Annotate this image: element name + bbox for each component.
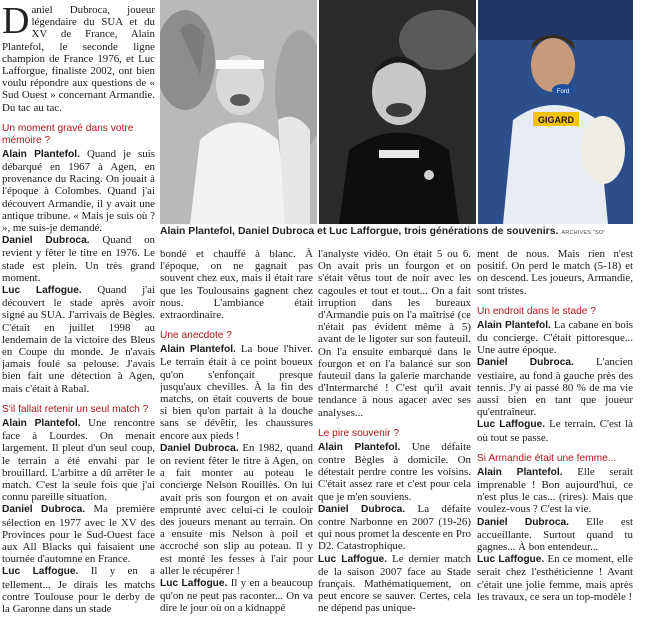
drop-cap: D [2,4,30,42]
answer-paragraph [2,284,155,395]
answer-text: Ma première sélection en 1977 avec le XV des Provinces pour le Sud-Ouest face aux All Blacks qui faisaient une tournée d'automne en France. [2,503,155,566]
answer-text: La cabane en bois du concierge. C'était pittoresque... Une autre époque. [477,318,633,357]
column-1-content [2,123,155,615]
answer-text: Il y en a tellement... Je dirais les matchs contre Toulouse pour le derby de la Garonne dans un stade [2,565,155,615]
answer-text: L'ancien vestiaire, au fond à gauche près des tennis. J'y ai passé 80 % de ma vie aussi bien en tant que joueur qu'entraîneur. [477,356,633,419]
answer-text: Il y en a beaucoup qu'on ne peut pas raconter... On va dire le jour où on a kidnappé [160,577,313,615]
answer-paragraph [2,503,155,565]
question-heading: Un moment gravé dans votre mémoire ? [2,122,134,146]
photo-strip [160,0,633,224]
answer-text: En 1982, quand on revient fêter le titre à Agen, on a fait monter au poteau le concierge Nelson Rouillès. On lui avait pris son fourgon et on avait emprunté avec celui-ci le couloir des joueurs menant au terrain. On a ensuite mis Nelson à poil et accroché son slip au poteau. Il y est monté les fesses à l'air pour aller le récupérer ! [160,441,313,577]
column-2-content [160,248,313,615]
answer-text: Quand j'ai découvert le stade après avoir signé au SUA. J'arrivais de Bègles. C'était en juillet 1998 au lendemain de la victoire des Bleus en Coupe du monde. Je n'avais jamais foulé sa pelouse. J'avais bien fait une détection à Agen, mais c'était à Rabal. [2,284,155,395]
answer-paragraph [2,565,155,615]
answer-text: Elle est accueillante. Surtout quand tu gagnes... À bon entendeur... [477,515,633,554]
answer-paragraph [477,356,633,418]
answer-text: Le dernier match de la saison 2007 face au Stade français. Mathématiquement, on peut encore se sauver. Certes, cela ne dépend pas unique- [318,552,471,615]
speaker-name: Daniel Dubroca. [2,504,86,516]
answer-paragraph [2,417,155,503]
question-heading: Le pire souvenir ? [318,427,399,439]
speaker-name: Alain Plantefol. [477,319,551,331]
speaker-name: Alain Plantefol. [160,344,236,356]
answer-paragraph [318,553,471,615]
column-3-content [318,248,471,615]
answer-paragraph [477,466,633,516]
article-column-4 [477,248,633,621]
answer-paragraph [477,418,633,443]
answer-text: La défaite contre Narbonne en 2007 (19-26) qui nous promet la descente en Pro D2. Catastrophique. [318,502,471,553]
caption-text: Alain Plantefol, Daniel Dubroca et Luc Lafforgue, trois générations de souvenirs. [160,226,559,237]
answer-paragraph [2,234,155,284]
answer-paragraph [318,503,471,553]
answer-paragraph [160,442,313,577]
answer-paragraph [477,553,633,603]
question-heading: S'il fallait retenir un seul match ? [2,403,149,415]
speaker-name: Luc Laffogue. [160,578,228,590]
answer-text: Une défaite contre Bègles à domicile. On détestait perdre contre les voisins. C'était assez rare et c'est pour cela que je m'en souviens. [318,440,471,503]
photo-alain-plantefol [160,0,317,224]
speaker-name: Alain Plantefol. [477,466,563,478]
speaker-name: Daniel Dubroca. [160,442,239,454]
article-column-2 [160,248,313,621]
question-heading: Si Armandie était une femme... [477,452,617,464]
continued-paragraph: ment de nous. Mais rien n'est positif. On perd le match (5-18) et on descend. Les joueurs, Armandie, sont tristes. [477,248,633,297]
article-column-1 [2,4,155,621]
article-column-3 [318,248,471,621]
speaker-name: Daniel Dubroca. [477,357,574,369]
answer-text: Le terrain. C'est là où tout se passe. [477,418,633,444]
speaker-name: Daniel Dubroca. [2,235,90,247]
speaker-name: Daniel Dubroca. [318,503,406,515]
speaker-name: Alain Plantefol. [2,417,81,429]
photo-caption [160,226,633,242]
answer-paragraph [477,319,633,357]
speaker-name: Alain Plantefol. [2,148,80,160]
answer-paragraph [318,441,471,503]
answer-paragraph [160,343,313,442]
answer-paragraph [160,577,313,615]
continued-paragraph: l'analyste vidéo. On était 5 ou 6. On avait pris un fourgon et on s'était vêtus tout de noir avec les cagoules et tout et tout... On a fait irruption dans les bureaux d'Armandie puis on l'a maîtrisé (ce n'était pas évident même à 5) avant de le ligoter sur son fauteuil. On l'a ensuite embarqué dans le fourgon et on l'a balancé sur son fauteuil dans la galerie marchande d'Intermarché ! C'est qu'il avait tendance à nous agacer avec ses analyses... [318,248,471,419]
intro-text: aniel Dubroca, joueur légendaire du SUA et du XV de France, Alain Plantefol, le seconde ligne champion de France 1976, et Luc Lafforgue, finaliste 2002, ont bien voulu répondre aux questions de « Sud Ouest » concernant Armandie. Du tac au tac. [2,4,155,114]
answer-paragraph [2,148,155,234]
photo-luc-lafforgue [478,0,633,224]
question-heading: Une anecdote ? [160,330,232,342]
photo-daniel-dubroca [319,0,476,224]
speaker-name: Alain Plantefol. [318,441,401,453]
speaker-name: Daniel Dubroca. [477,516,570,528]
speaker-name: Luc Laffogue. [477,554,545,566]
speaker-name: Luc Laffogue. [2,285,82,297]
answer-paragraph [477,516,633,554]
speaker-name: Luc Laffogue. [318,553,388,565]
question-heading: Un endroit dans le stade ? [477,305,596,317]
answer-text: Quand on revient y fêter le titre en 1976. Le stade est plein. Un très grand moment. [2,234,155,284]
answer-text: Quand je suis débarqué en 1967 à Agen, en provenance du Racing. On jouait à l'époque à Colombes. Quand j'ai découvert Armandie, il y avait une antique tribune. « Mais je suis où ? », me suis-je demandé. [2,147,155,235]
answer-text: En ce moment, elle serait chez l'esthéticienne ! Avant c'était une jolie femme, mais après les travaux, ce sera un top-modèle ! [477,553,633,603]
continued-paragraph: bondé et chauffé à blanc. À l'époque, on ne gagnait pas souvent chez eux, mais il était rare que les Toulousains gagnent chez nous. L'ambiance était extraordinaire. [160,248,313,322]
answer-text: La boue l'hiver. Le terrain était à ce point boueux qu'on s'enfonçait presque jusqu'aux chevilles. À la fin des matchs, on était couverts de boue si bien qu'on partait à la douche sans se dévêtir, les chaussures encore aux pieds ! [160,343,313,442]
answer-text: Elle serait imprenable ! Bon aujourd'hui, ce n'est plus le cas... (rires). Mais que voulez-vous ? C'est la vie. [477,465,633,516]
jersey-logo-text: Ford [556,89,570,95]
jersey-sponsor-text: GIGARD [538,115,574,125]
column-4-content [477,248,633,603]
photo-credit: ARCHIVES "SO" [561,230,606,236]
speaker-name: Luc Laffogue. [477,419,546,431]
speaker-name: Luc Laffogue. [2,566,79,578]
intro-paragraph [2,4,155,114]
answer-text: Une rencontre face à Lourdes. On menait largement. Il pleut d'un seul coup, le terrain a été envahi par le brouillard. L'arbitre a dû arrêter le match. C'est la seule fois que j'ai connu pareille situation. [2,416,155,504]
